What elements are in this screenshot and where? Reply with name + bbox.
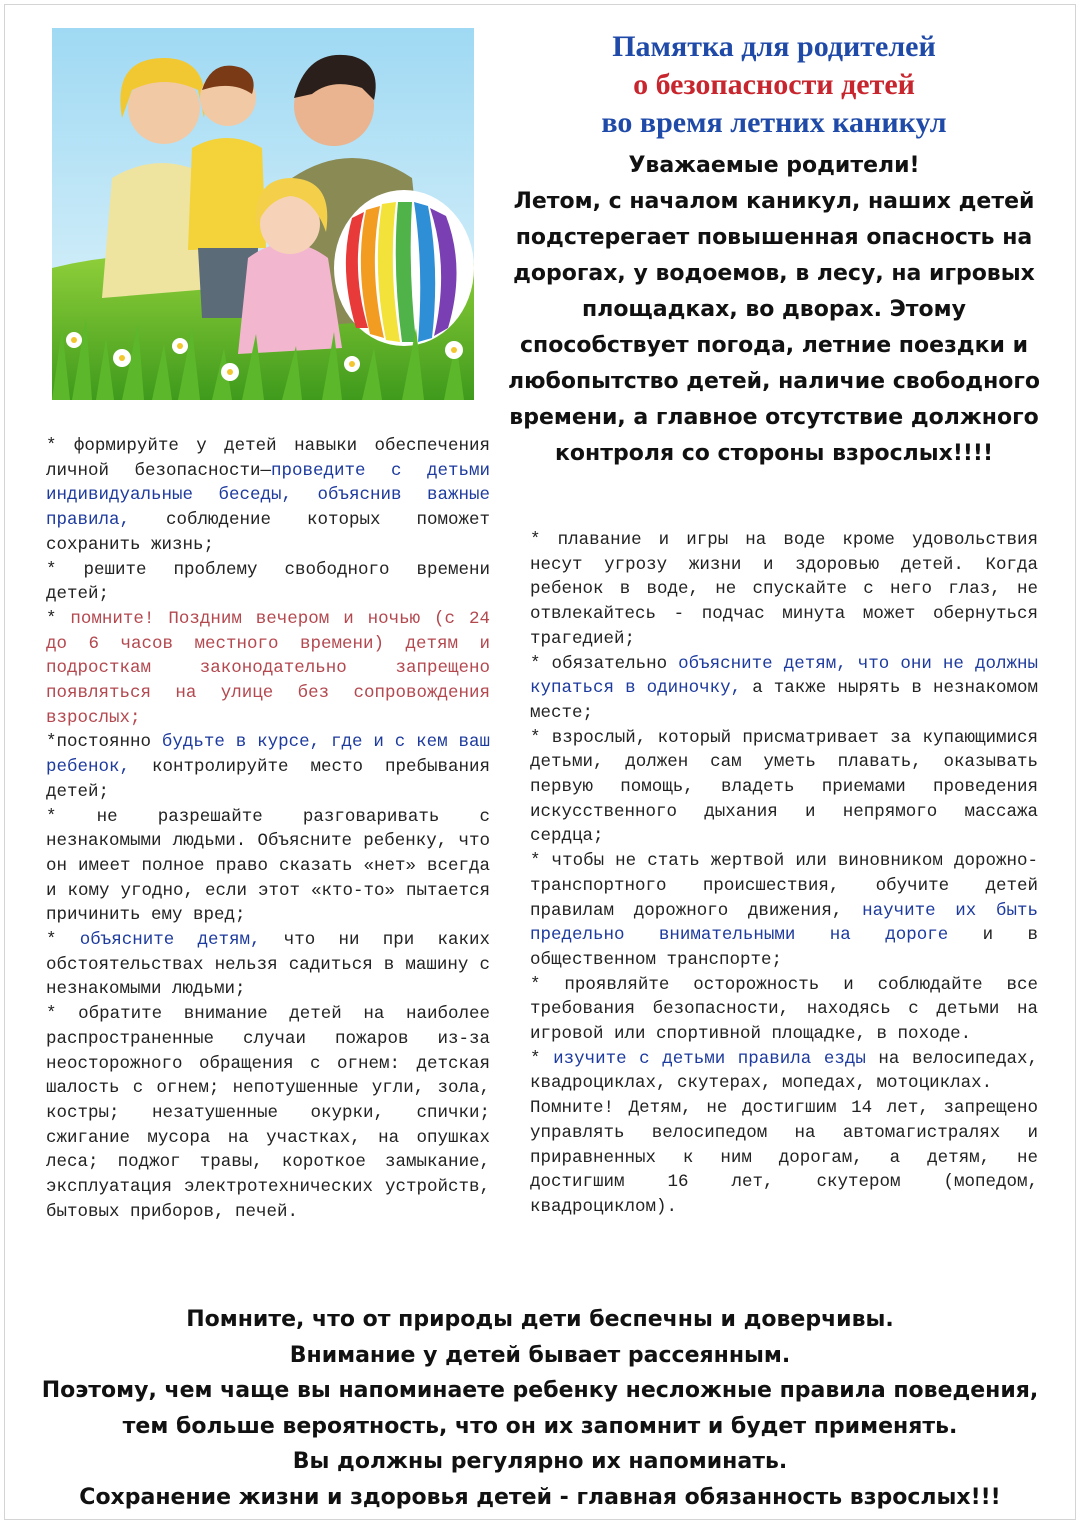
left-item-5: * не разрешайте разговаривать с незнакомыми людьми. Объясните ребенку, что он имеет полное право сказать «нет» всегда и кому угодно, если этот «кто-то» пытается причинить ему вред;	[46, 806, 490, 926]
title-line-2: о безопасности детей	[633, 68, 915, 101]
right-item-4-a: * чтобы не стать жертвой или виновником дорожно-транспортного происшествия, обучите детей правилам дорожного движения,	[530, 851, 1038, 921]
left-item-4-c: контролируйте место пребывания детей;	[46, 757, 490, 802]
intro-text: Летом, с началом каникул, наших детей подстерегает повышенная опасность на дорогах, у водоемов, в лесу, на игровых площадках, во дворах. Этому способствует погода, летние поездки и любопытство детей, наличие свободного времени, а главное отсутствие должного контроля со стороны взрослых!!!!	[507, 189, 1041, 466]
right-item-3: * взрослый, который присматривает за купающимися детьми, должен сам уметь плавать, оказывать первую помощь, владеть приемами проведения искусственного дыхания и непрямого массажа сердца;	[530, 727, 1038, 847]
footer-line-5: Вы должны регулярно их напоминать.	[292, 1449, 788, 1474]
right-item-2	[530, 652, 1038, 726]
right-item-2-c: а также нырять в незнакомом месте;	[530, 678, 1038, 723]
left-item-1-highlight: проведите с детьми индивидуальные беседы, объяснив важные правила,	[46, 460, 490, 531]
right-item-6-highlight: изучите с детьми правила езды	[553, 1048, 866, 1069]
left-item-6-highlight: объясните детям,	[79, 930, 261, 951]
right-item-6-c: на велосипедах, квадроциклах, скутерах, мопедах, мотоциклах.	[530, 1048, 1038, 1094]
left-item-1-a: * формируйте у детей навыки обеспечения личной безопасности—	[46, 436, 490, 481]
left-item-6-a: *	[46, 930, 80, 951]
family-illustration	[52, 28, 474, 400]
left-item-7: * обратите внимание детей на наиболее распространенные случаи пожаров из-за неосторожного обращения с огнем: детская шалость с огнем; непотушенные угли, зола, костры; незатушенные окурки, спички; сжигание мусора на участках, на опушках леса; поджог травы, короткое замыкание, эксплуатация электротехнических устройств, бытовых приборов, печей.	[46, 1004, 490, 1222]
title-line-1: Памятка для родителей	[612, 30, 936, 63]
left-item-4-a: *постоянно	[46, 732, 162, 753]
right-item-2-highlight: объясните детям, что они не должны купаться в одиночку,	[530, 653, 1038, 699]
left-item-4	[46, 730, 490, 804]
right-item-7: Помните! Детям, не достигшим 14 лет, запрещено управлять велосипедом на автомагистралях и приравненных к ним дорогам, а детям, не достигшим 16 лет, скутером (мопедом, квадроциклом).	[530, 1098, 1038, 1217]
left-item-6	[46, 928, 490, 1002]
left-item-2: * решите проблему свободного времени детей;	[46, 559, 490, 605]
right-item-2-a: * обязательно	[530, 653, 679, 674]
footer-line-6: Сохранение жизни и здоровья детей - главная обязанность взрослых!!!	[79, 1484, 1001, 1510]
footer-line-2: Внимание у детей бывает рассеянным.	[289, 1342, 791, 1368]
right-item-6	[530, 1047, 1038, 1096]
left-item-1-c: соблюдение которых поможет сохранить жизнь;	[46, 510, 490, 555]
left-column	[46, 434, 490, 1225]
footer-line-4: тем больше вероятность, что он их запомнит и будет применять.	[122, 1413, 958, 1439]
left-item-4-highlight: будьте в курсе, где и с кем ваш ребенок,	[46, 732, 490, 778]
intro-greeting: Уважаемые родители!	[628, 153, 920, 178]
footer-block	[30, 1302, 1050, 1515]
right-item-4	[530, 849, 1038, 973]
right-item-1: * плавание и игры на воде кроме удовольствия несут угрозу жизни и здоровью детей. Когда ребенок в воде, не спускайте с него глаз, не отвлекайтесь - подчас минута может обернуться трагедией;	[530, 530, 1038, 649]
left-item-6-c: что ни при каких обстоятельствах нельзя садиться в машину с незнакомыми людьми;	[46, 930, 490, 1000]
left-item-3-highlight: помните! Поздним вечером и ночью (с 24 до 6 часов местного времени) детям и подросткам законодательно запрещено появляться на улице без сопровождения взрослых;	[46, 608, 490, 728]
footer-line-3: Поэтому, чем чаще вы напоминаете ребенку несложные правила поведения,	[41, 1378, 1039, 1403]
footer-line-1: Помните, что от природы дети беспечны и доверчивы.	[186, 1307, 894, 1332]
right-item-5: * проявляйте осторожность и соблюдайте все требования безопасности, находясь с детьми на игровой или спортивной площадке, в походе.	[530, 974, 1038, 1045]
right-column	[530, 528, 1038, 1220]
left-item-3-a: *	[46, 608, 71, 629]
left-item-3	[46, 607, 490, 731]
right-item-4-highlight: научите их быть предельно внимательными на дороге	[530, 900, 1038, 946]
intro-block	[500, 148, 1048, 472]
right-item-6-a: *	[530, 1048, 554, 1069]
right-item-4-c: и в общественном транспорте;	[530, 925, 1038, 970]
left-item-1	[46, 434, 490, 558]
title-line-3: во время летних каникул	[601, 106, 947, 139]
title-block	[500, 28, 1048, 142]
